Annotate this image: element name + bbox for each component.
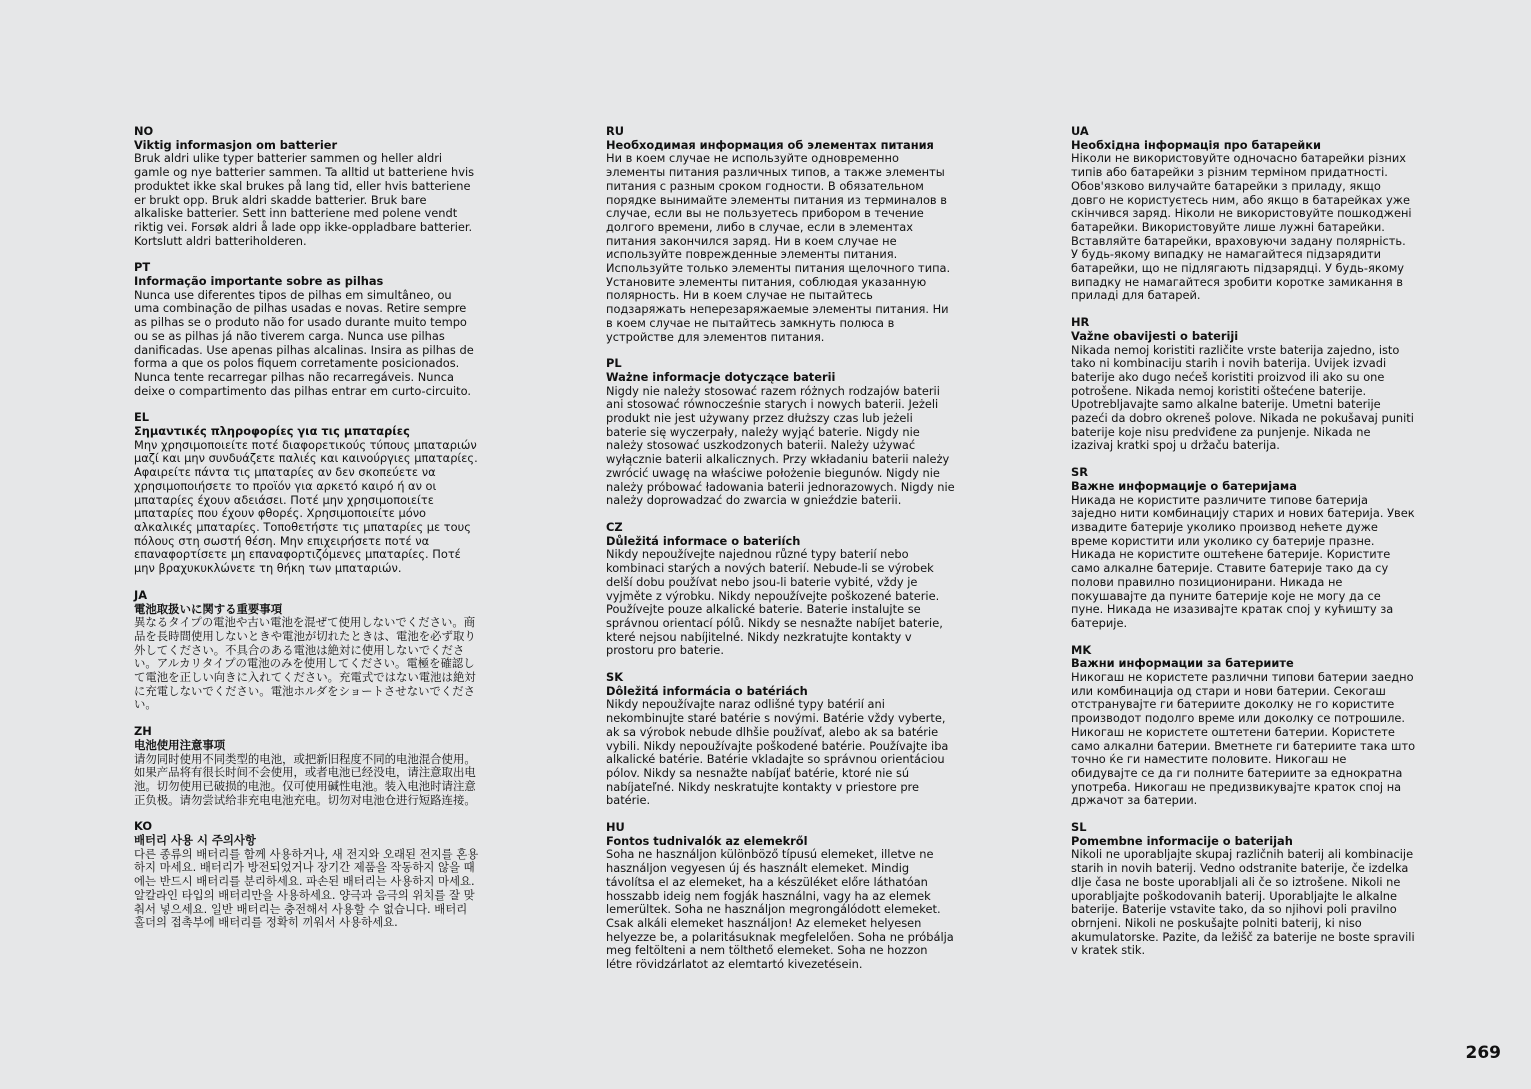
section-body: Никада не користите различите типове батерија заједно нити комбинацију старих и нових батерија. Увек извадите батерије уколико производ нећете дуже време користити или уколико су батерије празне. Никада не користите оштећене батерије. Користите само алкалне батерије. Ставите батерије тако да су полови правилно позиционирани. Никада не покушавајте да пуните батерије које не могу да се пуне. Никада не изазивајте кратак спој у кућишту за батерије.	[1071, 492, 1415, 630]
section-body: 다른 종류의 배터리를 함께 사용하거나, 새 전지와 오래된 전지를 혼용하지 마세요. 배터리가 방전되었거나 장기간 제품을 작동하지 않을 때에는 반드시 배터리를 분리하세요. 파손된 배터리는 사용하지 마세요. 알칼라인 타입의 배터리만을 사용하세요. 양극과 음극의 위치를 잘 맞춰서 넣으세요. 일반 배터리는 충전해서 사용할 수 없습니다. 배터리 홀더의 접촉부에 배터리를 정확히 끼워서 사용하세요.	[134, 846, 479, 930]
language-code: NO	[134, 124, 154, 138]
section-body: Ніколи не використовуйте одночасно батарейки різних типів або батарейки з різним терміном придатності. Обов'язково вилучайте батарейки з приладу, якщо довго не користуєтесь ним, або якщо в батарейках уже скінчився заряд. Ніколи не використовуйте пошкоджені батарейки. Використовуйте лише лужні батарейки. Вставляйте батарейки, враховуючи задану полярність. У будь-якому випадку не намагайтеся підзарядити батарейки, що не підлягають підзарядці. У будь-якому випадку не намагайтеся зробити коротке замикання в приладі для батарей.	[1071, 151, 1412, 303]
section-ko	[134, 820, 479, 930]
section-sk	[606, 671, 956, 808]
section-ja	[134, 589, 479, 712]
language-code: CZ	[606, 519, 623, 534]
column-middle	[606, 125, 956, 985]
section-body: Никогаш не користете различни типови батерии заедно или комбинација од стари и нови батерии. Секогаш отстранувајте ги батериите доколку не го користите производот подолго време или доколку се потрошиле. Никогаш не користете оштетени батерии. Користете само алкални батерии. Вметнете ги батериите така што точно ќе ги наместите половите. Никогаш не обидувајте се да ги полните батериите за еднократна употреба. Никогаш не предизвикувајте краток спој на држачот за батерии.	[1071, 670, 1416, 808]
page-number: 269	[1465, 1043, 1501, 1063]
section-pl	[606, 357, 956, 508]
language-code: PL	[606, 356, 622, 371]
language-code: HU	[606, 820, 625, 835]
section-heading: Informação importante sobre as pilhas	[134, 274, 384, 289]
section-heading: Необхідна інформація про батарейки	[1071, 137, 1322, 152]
section-heading: 배터리 사용 시 주의사항	[134, 833, 256, 848]
section-heading: Важни информации за батериите	[1071, 656, 1294, 671]
section-body: Nikdy nepoužívejte najednou různé typy baterií nebo kombinaci starých a nových baterií. Nebude-li se výrobek delší dobu používat nebo jsou-li baterie vybité, vždy je vyjměte z výrobku. Nikdy nepoužívejte poškozené baterie. Používejte pouze alkalické baterie. Baterie instalujte se správnou orientací pólů. Nikdy se nesnažte nabíjet baterie, které nejsou nabíjitelné. Nikdy nezkratujte kontakty v prostoru pro baterie.	[606, 547, 943, 658]
section-heading: Důležitá informace o bateriích	[606, 533, 801, 548]
section-body: Nikdy nepoužívajte naraz odlišné typy batérií ani nekombinujte staré batérie s novými. Batérie vždy vyberte, ak sa výrobok nebude dlhšie používať, alebo ak sa batérie vybili. Nikdy nepoužívajte poškodené batérie. Používajte iba alkalické batérie. Batérie vkladajte so správnou orientáciou pólov. Nikdy sa nesnažte nabíjať batérie, ktoré nie sú nabíjateľné. Nikdy neskratujte kontakty v priestore pre batérie.	[606, 697, 949, 808]
section-ru	[606, 125, 956, 344]
section-heading: 電池取扱いに関する重要事項	[134, 601, 283, 616]
section-body: Nikoli ne uporabljajte skupaj različnih baterij ali kombinacije starih in novih baterij. Vedno odstranite baterije, če izdelka dlje časa ne boste uporabljali ali če so iztrošene. Nikoli ne uporabljajte poškodovanih baterij. Uporabljajte le alkalne baterije. Baterije vstavite tako, da so njihovi poli pravilno obrnjeni. Nikoli ne poskušajte polniti baterij, ki niso akumulatorske. Pazite, da ležišč za baterije ne boste spravili v kratek stik.	[1071, 847, 1415, 958]
section-body: 请勿同时使用不同类型的电池，或把新旧程度不同的电池混合使用。如果产品将有很长时间不会使用，或者电池已经没电，请注意取出电池。切勿使用已破损的电池。仅可使用碱性电池。装入电池时请注意正负极。请勿尝试给非充电电池充电。切勿对电池仓进行短路连接。	[134, 751, 476, 807]
section-heading: Fontos tudnivalók az elemekről	[606, 833, 808, 848]
section-hr	[1071, 316, 1416, 453]
section-heading: Σημαντικές πληροφορίες για τις μπαταρίες	[134, 424, 410, 439]
language-code: KO	[134, 819, 152, 834]
section-heading: Ważne informacje dotyczące baterii	[606, 369, 836, 384]
section-heading: Важне информације о батеријама	[1071, 478, 1297, 493]
section-body: Μην χρησιμοποιείτε ποτέ διαφορετικούς τύπους μπαταριών μαζί και μην συνδυάζετε παλιές και καινούργιες μπαταρίες. Αφαιρείτε πάντα τις μπαταρίες αν δεν σκοπεύετε να χρησιμοποιήσετε το προϊόν για αρκετό καιρό ή αν οι μπαταρίες έχουν αδειάσει. Ποτέ μην χρησιμοποιείτε μπαταρίες που έχουν φθορές. Χρησιμοποιείτε μόνο αλκαλικές μπαταρίες. Τοποθετήστε τις μπαταρίες με τους πόλους στη σωστή θέση. Μην επιχειρήσετε ποτέ να επαναφορτίσετε μη επαναφορτιζόμενες μπαταρίες. Ποτέ μην βραχυκυκλώνετε τη θήκη των μπαταριών.	[134, 437, 478, 576]
language-code: ZH	[134, 724, 152, 739]
language-code: UA	[1071, 124, 1089, 138]
section-el	[134, 411, 479, 575]
section-ua	[1071, 125, 1416, 303]
language-code: HR	[1071, 315, 1090, 330]
section-body: Soha ne használjon különböző típusú elemeket, illetve ne használjon vegyesen új és használt elemeket. Mindig távolítsa el az elemeket, ha a készüléket előre láthatóan hosszabb ideig nem fogják használni, vagy ha az elemek lemerültek. Soha ne használjon megrongálódott elemeket. Csak alkáli elemeket használjon! Az elemeket helyesen helyezze be, a polaritásuknak megfelelően. Soha ne próbálja meg feltölteni a nem tölthető elemeket. Soha ne hozzon létre rövidzárlatot az elemtartó kivezetésein.	[606, 847, 954, 972]
section-mk	[1071, 644, 1416, 808]
section-body: Nikada nemoj koristiti različite vrste baterija zajedno, isto tako ni kombinaciju starih i novih baterija. Uvijek izvadi baterije ako dugo nećeš koristiti proizvod ili ako su one potrošene. Nikada nemoj koristiti oštećene baterije. Upotrebljavajte samo alkalne baterije. Umetni baterije pazeći da dobro okreneš polove. Nikada ne pokušavaj puniti baterije koje nisu predviđene za punjenje. Nikada ne izazivaj kratki spoj u držaču baterija.	[1071, 342, 1414, 453]
section-body: 異なるタイプの電池や古い電池を混ぜて使用しないでください。商品を長時間使用しないときや電池が切れたときは、電池を必ず取り外してください。不具合のある電池は絶対に使用しないでください。アルカリタイプの電池のみを使用してください。電極を確認して電池を正しい向きに入れてください。充電式ではない電池は絶対に充電しないでください。電池ホルダをショートさせないでください。	[134, 615, 476, 712]
section-body: Nigdy nie należy stosować razem różnych rodzajów baterii ani stosować równocześnie starych i nowych baterii. Jeżeli produkt nie jest używany przez dłuższy czas lub jeżeli baterie się wyczerpały, należy wyjąć baterie. Nigdy nie należy stosować uszkodzonych baterii. Należy używać wyłącznie baterii alkalicznych. Przy wkładaniu baterii należy zwrócić uwagę na właściwe położenie biegunów. Nigdy nie należy próbować ładowania baterii jednorazowych. Nigdy nie należy doprowadzać do zwarcia w gnieździe baterii.	[606, 383, 955, 508]
section-cz	[606, 521, 956, 658]
section-sl	[1071, 821, 1416, 958]
language-code: EL	[134, 410, 150, 425]
section-hu	[606, 821, 956, 972]
section-body: Bruk aldri ulike typer batterier sammen og heller aldri gamle og nye batterier sammen. Ta alltid ut batteriene hvis produktet ikke skal brukes på lang tid, eller hvis batteriene er brukt opp. Bruk aldri skadde batterier. Bruk bare alkaliske batterier. Sett inn batteriene med polene vendt riktig vei. Forsøk aldri å lade opp ikke-oppladbare batterier. Kortslutt aldri batteriholderen.	[134, 151, 475, 248]
column-right	[1071, 125, 1416, 971]
section-heading: 电池使用注意事项	[134, 737, 226, 752]
language-code: SL	[1071, 820, 1087, 835]
column-left	[134, 125, 479, 943]
language-code: MK	[1071, 642, 1092, 657]
section-body: Ни в коем случае не используйте одновременно элементы питания различных типов, а также элементы питания с разным сроком годности. В обязательном порядке вынимайте элементы питания из терминалов в случае, если вы не пользуетесь прибором в течение долгого времени, либо в случае, если в элементах питания закончился заряд. Ни в коем случае не используйте поврежденные элементы питания. Используйте только элементы питания щелочного типа. Установите элементы питания, соблюдая указанную полярность. Ни в коем случае не пытайтесь подзаряжать неперезаряжаемые элементы питания. Ни в коем случае не пытайтесь замкнуть полюса в устройстве для элементов питания.	[606, 151, 951, 344]
section-no	[134, 125, 479, 248]
language-code: SK	[606, 670, 624, 685]
language-code: JA	[134, 587, 148, 602]
section-heading: Pomembne informacije o baterijah	[1071, 833, 1293, 848]
language-code: SR	[1071, 465, 1088, 480]
section-zh	[134, 725, 479, 807]
section-body: Nunca use diferentes tipos de pilhas em simultâneo, ou uma combinação de pilhas usadas e novas. Retire sempre as pilhas se o produto não for usado durante muito tempo ou se as pilhas já não tiverem carga. Nunca use pilhas danificadas. Use apenas pilhas alcalinas. Insira as pilhas de forma a que os polos fiquem corretamente posicionados. Nunca tente recarregar pilhas não recarregáveis. Nunca deixe o compartimento das pilhas entrar em curto-circuito.	[134, 287, 474, 398]
section-pt	[134, 261, 479, 398]
section-heading: Необходимая информация об элементах питания	[606, 137, 934, 152]
language-code: PT	[134, 260, 151, 275]
section-heading: Viktig informasjon om batterier	[134, 137, 338, 152]
section-sr	[1071, 466, 1416, 630]
section-heading: Dôležitá informácia o batériách	[606, 683, 808, 698]
section-heading: Važne obavijesti o bateriji	[1071, 328, 1239, 343]
language-code: RU	[606, 124, 625, 138]
